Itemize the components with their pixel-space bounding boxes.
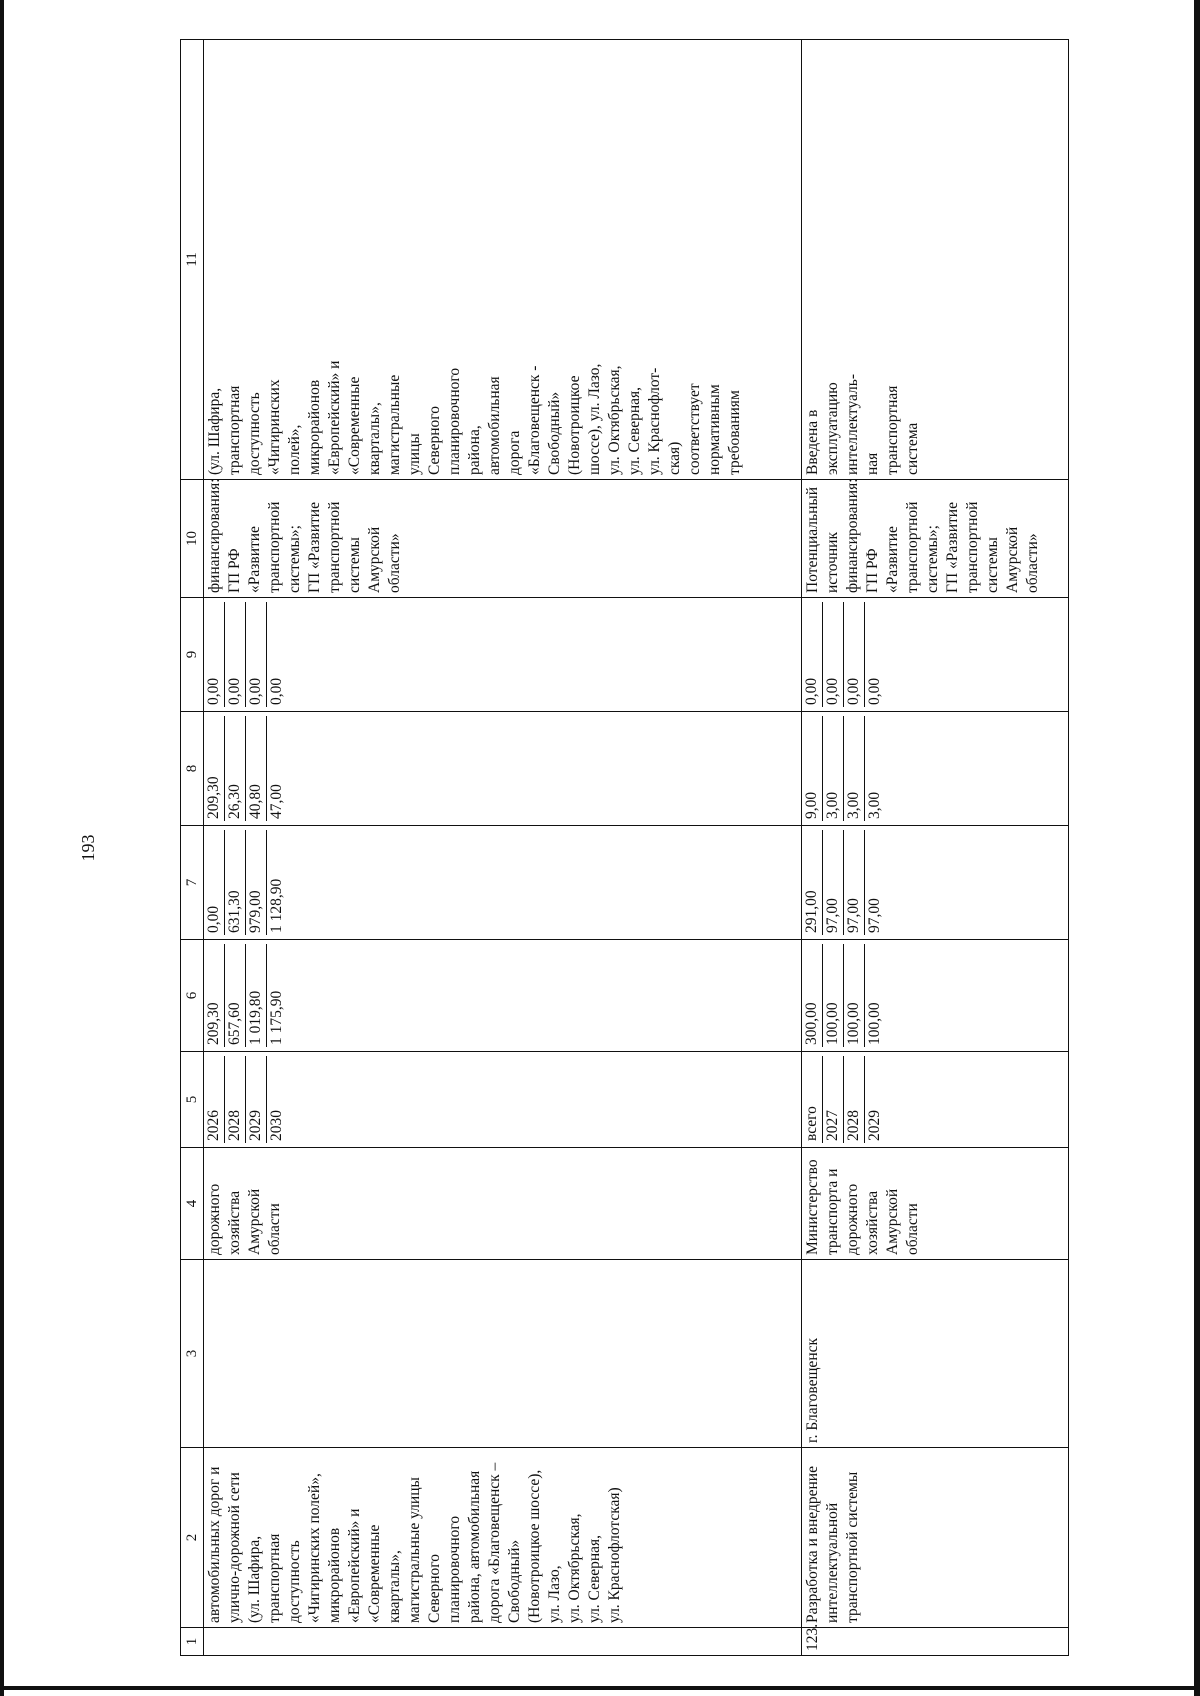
- text-line: Потенциальный: [804, 486, 821, 593]
- amount-value: 97,00: [844, 830, 865, 935]
- text-line: нормативным: [706, 384, 723, 475]
- col8-cell: [204, 712, 802, 826]
- text-line: улицы: [406, 433, 423, 475]
- amount-value: 0,00: [844, 602, 865, 707]
- text-line: ул. Лазо,: [546, 1565, 563, 1623]
- years-list: [802, 1056, 885, 1143]
- measure-name-text: [803, 1452, 863, 1623]
- funding-source-text: [205, 478, 405, 593]
- text-line: транспортной: [904, 501, 921, 593]
- year-value: всего: [802, 1056, 823, 1143]
- text-line: района,: [466, 425, 483, 475]
- text-line: транспортной: [964, 501, 981, 593]
- text-line: «Европейский» и: [346, 1508, 363, 1623]
- amount-value: 0,00: [866, 677, 883, 705]
- text-line: (ул. Шафира,: [246, 1535, 263, 1623]
- text-line: доступность: [286, 1540, 303, 1623]
- text-line: автомобильных дорог и: [206, 1466, 223, 1623]
- col8-cell: [802, 712, 1069, 826]
- text-line: системы»;: [924, 525, 941, 593]
- text-line: Министерство: [804, 1159, 821, 1255]
- text-line: кварталы»,: [366, 402, 383, 475]
- text-line: планировочного: [446, 367, 463, 475]
- text-line: Свободный»: [506, 1539, 523, 1623]
- text-line: транспорта и: [824, 1168, 841, 1255]
- years-list: [204, 1056, 287, 1143]
- amount-value: 26,30: [225, 716, 246, 821]
- amount-value: 47,00: [268, 784, 285, 819]
- years-cell: [802, 1052, 1069, 1148]
- years-cell: [204, 1052, 802, 1148]
- text-line: «Современные: [366, 1524, 383, 1623]
- year-value: 2030: [268, 1110, 285, 1141]
- amount-value: 9,00: [802, 716, 823, 821]
- text-line: Амурской: [884, 1188, 901, 1255]
- text-line: ул. Северная,: [586, 1535, 603, 1623]
- text-line: Северного: [426, 405, 443, 475]
- col-header-10: 10: [181, 480, 204, 598]
- amount-value: 3,00: [866, 791, 883, 819]
- amount-value: 97,00: [866, 898, 883, 933]
- page-number: 193: [78, 834, 98, 862]
- text-line: хозяйства: [864, 1190, 881, 1255]
- text-line: ная: [864, 452, 881, 475]
- amount-value: 100,00: [823, 944, 844, 1047]
- col-header-8: 8: [181, 712, 204, 826]
- total-list: [204, 944, 287, 1047]
- col8-list: [802, 716, 885, 821]
- text-line: Свободный»: [546, 391, 563, 475]
- location-cell: г. Благовещенск: [802, 1260, 1069, 1448]
- col7-cell: [204, 826, 802, 940]
- text-line: интеллектуальной: [824, 1502, 841, 1623]
- executor-cell: [802, 1148, 1069, 1260]
- text-line: интеллектуаль-: [844, 373, 861, 475]
- amount-value: 1 175,90: [268, 990, 285, 1045]
- text-line: «Благовещенск -: [526, 365, 543, 475]
- amount-value: 657,60: [225, 944, 246, 1047]
- year-value: 2029: [246, 1056, 267, 1143]
- col-header-4: 4: [181, 1148, 204, 1260]
- text-line: Разработка и внедрение: [804, 1466, 821, 1623]
- text-line: «Европейский» и: [326, 360, 343, 475]
- text-line: ская): [666, 441, 683, 475]
- col7-cell: [802, 826, 1069, 940]
- result-cell: [204, 40, 802, 480]
- text-line: дорога «Благовещенск –: [486, 1462, 503, 1623]
- text-line: магистральные: [386, 374, 403, 475]
- year-value: 2028: [225, 1056, 246, 1143]
- text-line: дорожного: [844, 1183, 861, 1255]
- text-line: района, автомобильная: [466, 1470, 483, 1623]
- year-value: 2026: [204, 1056, 225, 1143]
- col9-list: [204, 602, 287, 707]
- text-line: ул. Северная,: [626, 387, 643, 475]
- funding-source-text: [803, 478, 1043, 593]
- funding-source-cell: [204, 480, 802, 598]
- text-line: микрорайонов: [306, 379, 323, 475]
- text-line: Амурской: [246, 1188, 263, 1255]
- rotated-table-wrapper: [180, 40, 1087, 1656]
- text-line: «Развитие: [884, 526, 901, 593]
- amount-value: 0,00: [246, 602, 267, 707]
- text-line: планировочного: [446, 1515, 463, 1623]
- text-line: ГП РФ: [226, 548, 243, 593]
- text-line: финансирования:: [844, 478, 861, 593]
- col-header-3: 3: [181, 1260, 204, 1448]
- text-line: ГП РФ: [864, 548, 881, 593]
- text-line: системы: [346, 537, 363, 593]
- col8-list: [204, 716, 287, 821]
- text-line: автомобильная: [486, 376, 503, 475]
- amount-value: 0,00: [225, 602, 246, 707]
- text-line: доступность: [246, 392, 263, 475]
- text-line: система: [904, 422, 921, 475]
- text-line: дорога: [506, 430, 523, 475]
- text-line: транспортная: [884, 385, 901, 475]
- executor-cell: [204, 1148, 802, 1260]
- text-line: ул. Краснофлотская): [606, 1487, 623, 1623]
- result-text: [205, 44, 745, 475]
- measure-name-text: [205, 1452, 625, 1623]
- text-line: (Новотроицкое: [566, 375, 583, 475]
- amount-value: 300,00: [802, 944, 823, 1047]
- text-line: транспортная: [266, 1533, 283, 1623]
- amount-value: 97,00: [823, 830, 844, 935]
- text-line: ул. Октябрьская,: [606, 365, 623, 475]
- text-line: системы»;: [286, 525, 303, 593]
- amount-value: 1 019,80: [246, 944, 267, 1047]
- text-line: (ул. Шафира,: [206, 387, 223, 475]
- text-line: финансирования:: [206, 478, 223, 593]
- amount-value: 0,00: [204, 602, 225, 707]
- col9-cell: [802, 598, 1069, 712]
- program-table: [180, 39, 1069, 1656]
- text-line: «Современные: [346, 376, 363, 475]
- amount-value: 209,30: [204, 944, 225, 1047]
- text-line: источник: [824, 531, 841, 593]
- text-line: микрорайонов: [326, 1527, 343, 1623]
- text-line: транспортной: [326, 501, 343, 593]
- amount-value: 979,00: [246, 830, 267, 935]
- text-line: дорожного: [206, 1183, 223, 1255]
- amount-value: 100,00: [844, 944, 865, 1047]
- text-line: области»: [1024, 533, 1041, 593]
- text-line: полей»,: [286, 424, 303, 475]
- text-line: ул. Краснофлот-: [646, 367, 663, 475]
- col-header-9: 9: [181, 598, 204, 712]
- text-line: (Новотроицкое шоссе),: [526, 1469, 543, 1623]
- text-line: улично-дорожной сети: [226, 1472, 243, 1623]
- text-line: соответствует: [686, 383, 703, 475]
- table-row: [802, 40, 1069, 1656]
- amount-value: 1 128,90: [268, 878, 285, 933]
- executor-text: [205, 1152, 285, 1255]
- text-line: «Чигиринских: [266, 379, 283, 475]
- amount-value: 40,80: [246, 716, 267, 821]
- amount-value: 0,00: [204, 830, 225, 935]
- table-row: [204, 40, 802, 1656]
- col7-list: [204, 830, 287, 935]
- col-header-7: 7: [181, 826, 204, 940]
- text-line: области: [904, 1203, 921, 1255]
- col-header-2: 2: [181, 1448, 204, 1628]
- col7-list: [802, 830, 885, 935]
- text-line: требованиям: [726, 390, 743, 475]
- text-line: ГП «Развитие: [306, 502, 323, 593]
- col-header-1: 1: [181, 1628, 204, 1656]
- location-cell: [204, 1260, 802, 1448]
- amount-value: 209,30: [204, 716, 225, 821]
- total-list: [802, 944, 885, 1047]
- measure-name: [802, 1448, 1069, 1628]
- funding-source-cell: [802, 480, 1069, 598]
- text-line: области: [266, 1203, 283, 1255]
- text-line: шоссе), ул. Лазо,: [586, 363, 603, 475]
- text-line: эксплуатацию: [824, 382, 841, 475]
- result-text: [803, 44, 923, 475]
- col-header-5: 5: [181, 1052, 204, 1148]
- amount-value: 100,00: [866, 1002, 883, 1045]
- amount-value: 3,00: [823, 716, 844, 821]
- year-value: 2029: [866, 1110, 883, 1141]
- text-line: Амурской: [366, 526, 383, 593]
- text-line: транспортной: [266, 501, 283, 593]
- total-cell: [204, 940, 802, 1052]
- amount-value: 631,30: [225, 830, 246, 935]
- measure-name: [204, 1448, 802, 1628]
- text-line: Северного: [426, 1553, 443, 1623]
- text-line: ул. Октябрьская,: [566, 1513, 583, 1623]
- row-number: 123.: [802, 1628, 1069, 1656]
- text-line: кварталы»,: [386, 1550, 403, 1623]
- year-value: 2027: [823, 1056, 844, 1143]
- text-line: Амурской: [1004, 526, 1021, 593]
- text-line: «Чигиринских полей»,: [306, 1473, 323, 1623]
- col9-list: [802, 602, 885, 707]
- text-line: Введена в: [804, 409, 821, 475]
- total-cell: [802, 940, 1069, 1052]
- amount-value: 0,00: [823, 602, 844, 707]
- text-line: хозяйства: [226, 1190, 243, 1255]
- row-number: [204, 1628, 802, 1656]
- text-line: области»: [386, 533, 403, 593]
- year-value: 2028: [844, 1056, 865, 1143]
- col-header-6: 6: [181, 940, 204, 1052]
- text-line: магистральные улицы: [406, 1477, 423, 1623]
- amount-value: 0,00: [268, 677, 285, 705]
- column-number-row: [181, 40, 204, 1656]
- col9-cell: [204, 598, 802, 712]
- amount-value: 0,00: [802, 602, 823, 707]
- text-line: транспортной системы: [844, 1471, 861, 1623]
- col-header-11: 11: [181, 40, 204, 480]
- executor-text: [803, 1152, 923, 1255]
- text-line: «Развитие: [246, 526, 263, 593]
- amount-value: 3,00: [844, 716, 865, 821]
- text-line: системы: [984, 537, 1001, 593]
- text-line: ГП «Развитие: [944, 502, 961, 593]
- result-cell: [802, 40, 1069, 480]
- text-line: транспортная: [226, 385, 243, 475]
- amount-value: 291,00: [802, 830, 823, 935]
